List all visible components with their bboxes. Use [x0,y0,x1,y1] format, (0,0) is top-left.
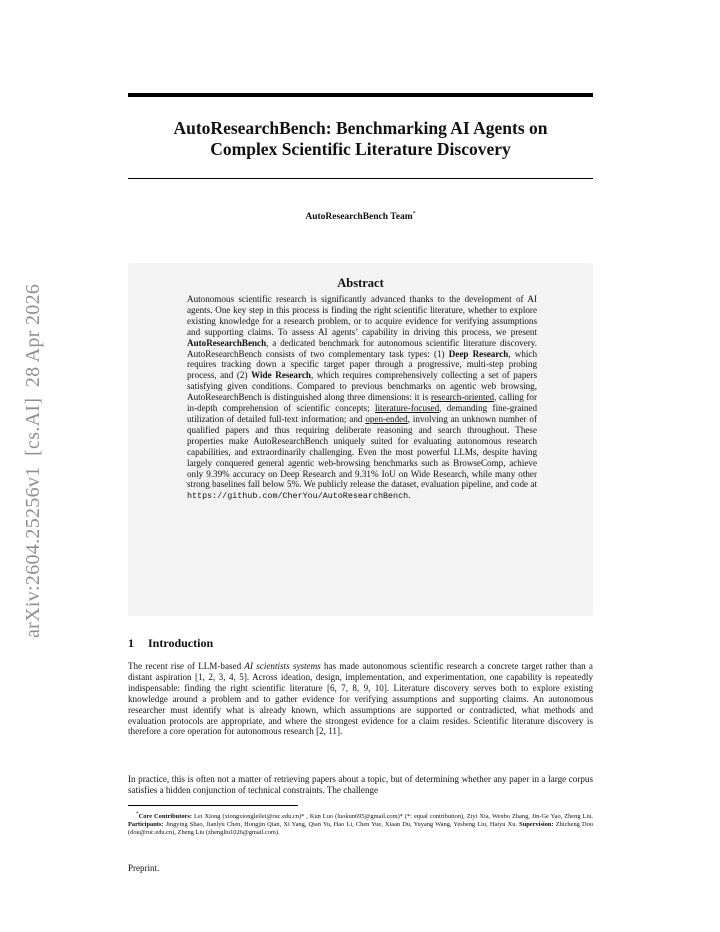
arxiv-identifier: arXiv:2604.25256v1 [cs.AI] 28 Apr 2026 [22,283,44,638]
footnote-text: Lei Xiong (xiongxiongleilei@ruc.edu.cn)* , Kun Luo (luokun695@gmail.com)* (*: equal contribution), Ziyi Xia, Wenbo Zhang, Jin-Ge Yao, Zheng Liu. [192,813,593,821]
top-rule [128,93,593,97]
abstract-bold-deep-research: Deep Research [448,348,509,359]
abstract-text: . [408,490,411,501]
intro-paragraph-2: In practice, this is often not a matter of retrieving papers about a topic, but of determining whether any paper in a large corpus satisfies a hidden conjunction of technical constraints. The challenge [128,774,593,795]
section-heading [128,636,213,651]
abstract-underline-open-ended: open-ended [365,413,408,424]
footnote-text: Zhicheng Dou (dou@ruc.edu.cn), Zheng Liu (zhengliu1026@gmail.com). [128,821,593,837]
abstract-body [187,294,537,502]
title-rule [128,178,593,179]
footnote-rule [128,805,298,806]
abstract-underline-literature-focused: literature-focused [374,403,440,414]
abstract-text: , calling for in-depth comprehension of scientific concepts; [187,392,537,414]
abstract-heading: Abstract [337,276,384,290]
abstract-underline-research-oriented: research-oriented [430,392,495,403]
author-name: AutoResearchBench Team [305,212,413,223]
author-footnote-mark: * [412,211,416,217]
section-number: 1 [128,636,134,650]
paragraph-text: has made autonomous scientific research a concrete target rather than a distant aspiration [1, 2, 3, 4, 5]. Across ideation, design, implementation, and experimentation, one capability is repeatedly indispensable: finding the right scientific literature [6, 7, 8, 9, 10]. Literature discovery serves both to explore existing knowledge around a problem and to gather evidence for verifying assumptions and supporting claims. An autonomous researcher must identify what is already known, which assumptions are supported or contradicted, what methods and evaluation protocols are appropriate, and where the strongest evidence for a claim resides. Scientific literature discovery is therefore a core operation for autonomous research [2, 11]. [128,661,593,737]
footnote-label: Participants: [128,821,164,829]
title-line-1: AutoResearchBench: Benchmarking AI Agents on [173,118,548,138]
paper-title [128,118,593,160]
abstract-text: , a dedicated benchmark for autonomous scientific literature discovery. AutoResearchBench consists of two complementary task types: (1) [187,337,537,359]
abstract-bold-benchmark: AutoResearchBench [187,337,267,348]
abstract-text: Autonomous scientific research is significantly advanced thanks to the development of AI agents. One key step in this process is finding the right scientific literature, whether to explore existing knowledge for a research problem, or to acquire evidence for verifying assumptions and supporting claims. To assess AI agents’ capability in driving this process, we present [187,294,537,337]
intro-paragraph-1 [128,661,593,737]
footnote [128,810,593,837]
footnote-label: Core Contributors: [138,813,193,821]
abstract-text: , which requires tracking down a specific target paper through a progressive, multi-step probing process, and (2) [187,348,537,381]
preprint-label: Preprint. [128,863,160,873]
abstract-text: , demanding fine-grained utilization of detailed full-text information; and [187,403,537,424]
footnote-mark: * [136,811,139,817]
section-title: Introduction [148,636,214,650]
abstract-bold-wide-research: Wide Research [251,370,311,381]
paragraph-italic: AI scientists systems [244,661,321,671]
github-link[interactable]: https://github.com/CherYou/AutoResearchBench [187,491,409,502]
paragraph-text: The recent rise of LLM-based [128,661,245,671]
abstract-text: , which requires comprehensively collecting a set of papers satisfying given conditions. Compared to previous benchmarks on agentic web browsing, AutoResearchBench is distinguished along three dimensions: it is [187,370,537,403]
abstract-text: , involving an unknown number of qualified papers and thus requiring deliberate reasoning and search throughout. These properties make AutoResearchBench uniquely suited for evaluating autonomous research capabilities, and extraordinarily challenging. Even the most powerful LLMs, despite having largely conquered general agentic web-browsing benchmarks such as BrowseComp, achieve only 9.39% accuracy on Deep Research and 9.31% IoU on Wide Research, while many other strong baselines fall below 5%. We publicly release the dataset, evaluation pipeline, and code at [187,413,537,490]
title-line-2: Complex Scientific Literature Discovery [210,139,511,159]
author-line [128,211,593,222]
footnote-text: Jingying Shao, Jianlyu Chen, Hongjin Qian, Xi Yang, Qian Yu, Hao Li, Chen Yue, Xiaan Du, Yuyang Wang, Yesheng Liu, Haiyu Xu. [163,821,520,829]
footnote-label: Supervision: [519,821,554,829]
